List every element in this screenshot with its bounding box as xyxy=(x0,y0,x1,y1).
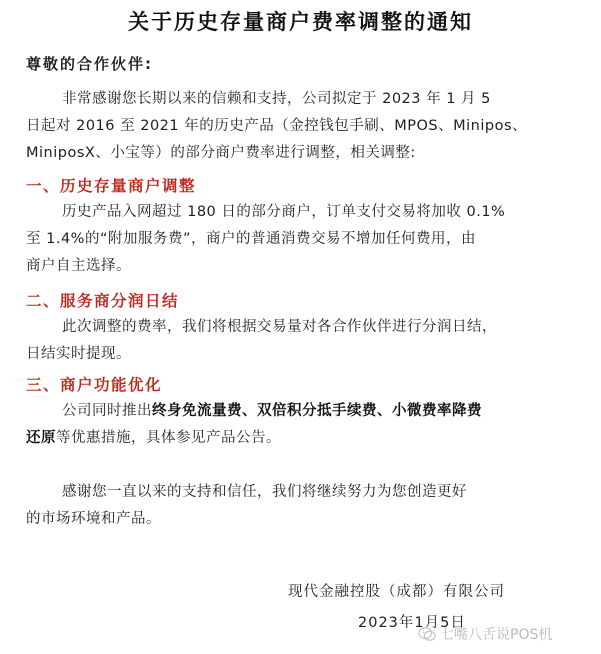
section-3-paragraph xyxy=(26,398,586,452)
section-3-line-1: 公司同时推出终身免流量费、双倍积分抵手续费、小微费率降费 xyxy=(62,403,482,419)
watermark-text: 七嘴八舌说POS机 xyxy=(440,627,553,643)
chat-bubble-icon xyxy=(418,625,436,643)
benefits-highlight: 终身免流量费、双倍积分抵手续费、小微费率降费 xyxy=(152,403,482,419)
section-1-paragraph xyxy=(26,199,586,280)
closing-line-1: 感谢您一直以来的支持和信任，我们将继续努力为您创造更好 xyxy=(62,484,467,500)
intro-paragraph xyxy=(26,86,586,167)
section-3-heading: 三、商户功能优化 xyxy=(26,376,163,394)
section-1-line-3: 商户自主选择。 xyxy=(26,258,131,274)
watermark xyxy=(418,624,552,644)
intro-line-2: 日起对 2016 至 2021 年的历史产品（金控钱包手刷、MPOS、Minipos、 xyxy=(26,118,527,134)
signature-date: 2023年1月5日 xyxy=(358,615,466,631)
benefits-highlight-cont: 还原 xyxy=(26,430,56,446)
section-2-line-2: 日结实时提现。 xyxy=(26,346,131,362)
greeting: 尊敬的合作伙伴: xyxy=(26,55,153,73)
section-2-heading: 二、服务商分润日结 xyxy=(26,292,180,310)
closing-line-2: 的市场环境和产品。 xyxy=(26,511,161,527)
section-1-heading: 一、历史存量商户调整 xyxy=(26,177,197,195)
section-2-line-1: 此次调整的费率，我们将根据交易量对各合作伙伴进行分润日结， xyxy=(62,319,497,335)
intro-line-3: MiniposX、小宝等）的部分商户费率进行调整，相关调整: xyxy=(26,145,416,161)
section-3-line-2: 还原等优惠措施，具体参见产品公告。 xyxy=(26,430,281,446)
section-1-line-1: 历史产品入网超过 180 日的部分商户，订单支付交易将加收 0.1% xyxy=(62,204,506,220)
signature-company: 现代金融控股（成都）有限公司 xyxy=(288,584,505,600)
closing-paragraph xyxy=(26,479,586,533)
notice-title: 关于历史存量商户费率调整的通知 xyxy=(128,10,473,34)
intro-line-1: 非常感谢您长期以来的信赖和支持，公司拟定于 2023 年 1 月 5 xyxy=(62,91,491,107)
section-1-line-2: 至 1.4%的“附加服务费”，商户的普通消费交易不增加任何费用，由 xyxy=(26,231,476,247)
section-2-paragraph xyxy=(26,314,586,368)
